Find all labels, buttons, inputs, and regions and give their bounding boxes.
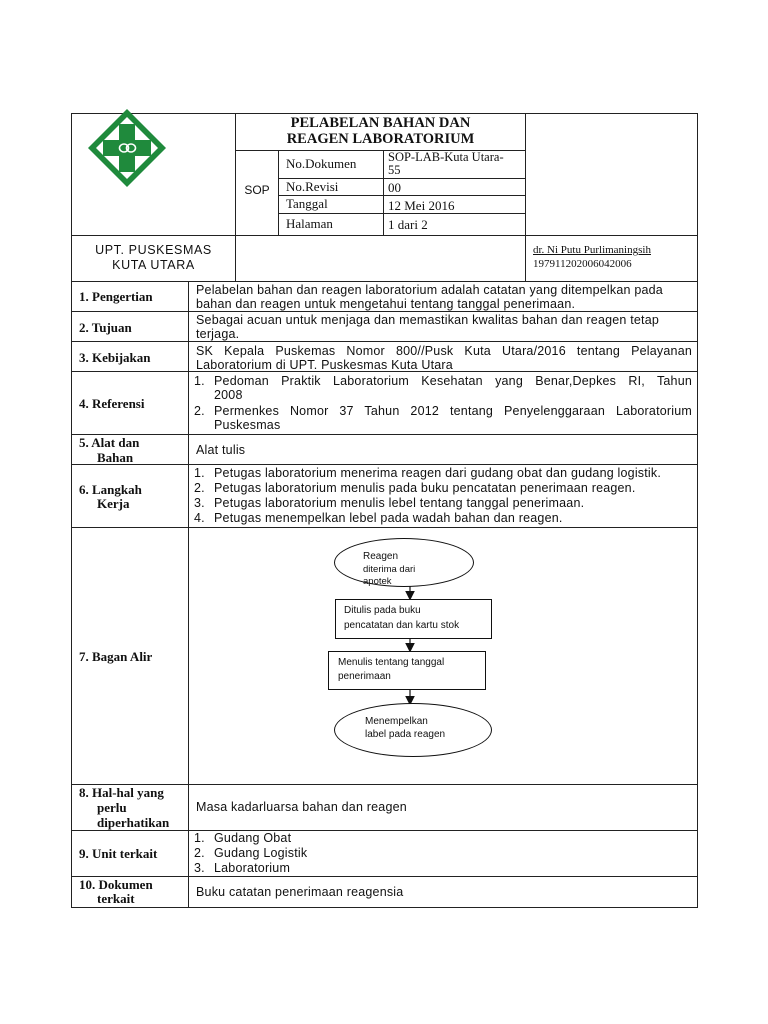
text-tujuan-line2: terjaga. (196, 327, 240, 341)
label-unit: 9. Unit terkait (79, 846, 158, 861)
label-hal-line1: 8. Hal-hal yang (79, 785, 164, 800)
label-pengertian: 1. Pengertian (79, 289, 153, 304)
flow-step-record-book (335, 599, 492, 639)
label-hal-line2: perlu (97, 800, 127, 815)
list-unit (194, 831, 692, 876)
meta-label-halaman: Halaman (286, 216, 333, 231)
text-pengertian (196, 283, 692, 311)
langkah-item-text: Petugas menempelkan lebel pada wadah bahan dan reagen. (214, 511, 563, 525)
referensi-item-line1: Permenkes Nomor 37 Tahun 2012 tentang Penyelenggaraan Laboratorium (214, 404, 692, 418)
referensi-item-line2: Puskesmas (214, 418, 281, 432)
label-dokumen-line2: terkait (97, 891, 135, 906)
label-dokumen-line1: 10. Dokumen (79, 877, 153, 892)
list-referensi (194, 374, 692, 432)
list-number: 2. (194, 481, 205, 495)
label-bagan: 7. Bagan Alir (79, 649, 153, 664)
meta-label-no-revisi: No.Revisi (286, 179, 339, 194)
list-item (194, 466, 692, 481)
flow-step1-line1: Ditulis pada buku (344, 605, 421, 616)
unit-item-text: Gudang Obat (214, 831, 292, 845)
meta-value-halaman: 1 dari 2 (388, 217, 428, 232)
flow-start-line2: diterima dari (363, 564, 416, 575)
text-tujuan-line1: Sebagai acuan untuk menjaga dan memastikan kwalitas bahan dan reagen tetap (196, 313, 660, 327)
text-pengertian-line2: bahan dan reagen untuk mengetahui tentang tanggal penerimaan. (196, 297, 576, 311)
label-alat-line2: Bahan (97, 450, 134, 465)
list-item (194, 496, 692, 511)
flow-start-line1: Reagen (363, 551, 399, 562)
list-number: 2. (194, 846, 205, 860)
flow-step2-line2: penerimaan (338, 671, 391, 682)
meta-value-no-dokumen-2: 55 (388, 163, 401, 177)
meta-label-tanggal: Tanggal (286, 196, 328, 211)
list-number: 1. (194, 374, 205, 388)
list-number: 1. (194, 466, 205, 480)
flow-start-line3: apotek (363, 576, 392, 587)
referensi-item-line2: 2008 (214, 388, 243, 402)
label-tujuan: 2. Tujuan (79, 320, 132, 335)
text-kebijakan (196, 344, 692, 372)
label-referensi: 4. Referensi (79, 396, 145, 411)
list-item (194, 511, 692, 526)
unit-item-text: Gudang Logistik (214, 846, 308, 860)
list-item (194, 481, 692, 496)
label-kebijakan: 3. Kebijakan (79, 350, 151, 365)
meta-value-no-dokumen: SOP-LAB-Kuta Utara- (388, 150, 504, 164)
sop-label: SOP (244, 183, 270, 197)
puskesmas-logo (86, 107, 168, 189)
label-alat-line1: 5. Alat dan (79, 435, 140, 450)
text-kebijakan-line2: Laboratorium di UPT. Puskesmas Kuta Utara (196, 358, 453, 372)
meta-label-no-dokumen: No.Dokumen (286, 156, 357, 171)
langkah-item-text: Petugas laboratorium menulis pada buku pencatatan penerimaan reagen. (214, 481, 636, 495)
list-number: 4. (194, 511, 205, 525)
list-number: 1. (194, 831, 205, 845)
list-item (194, 846, 692, 861)
flow-step1-line2: pencatatan dan kartu stok (344, 620, 460, 631)
text-tujuan (196, 313, 692, 341)
list-langkah (194, 466, 692, 526)
list-item (194, 374, 692, 402)
label-langkah-line2: Kerja (97, 496, 130, 511)
text-alat: Alat tulis (196, 443, 246, 457)
label-hal-line3: diperhatikan (97, 815, 170, 830)
document-title-line2: REAGEN LABORATORIUM (286, 131, 475, 147)
unit-item-text: Laboratorium (214, 861, 291, 875)
langkah-item-text: Petugas laboratorium menerima reagen dari gudang obat dan gudang logistik. (214, 466, 662, 480)
text-kebijakan-line1: SK Kepala Puskemas Nomor 800//Pusk Kuta Utara/2016 tentang Pelayanan (196, 344, 692, 358)
text-dokumen: Buku catatan penerimaan reagensia (196, 885, 404, 899)
referensi-item-line1: Pedoman Praktik Laboratorium Kesehatan yang Benar,Depkes RI, Tahun (214, 374, 692, 388)
flow-step-write-date (328, 651, 486, 690)
signer-nip: 197911202006042006 (533, 258, 632, 270)
list-number: 2. (194, 404, 205, 418)
text-pengertian-line1: Pelabelan bahan dan reagen laboratorium adalah catatan yang ditempelkan pada (196, 283, 663, 297)
text-hal: Masa kadarluarsa bahan dan reagen (196, 800, 407, 814)
label-langkah-line1: 6. Langkah (79, 482, 142, 497)
langkah-item-text: Petugas laboratorium menulis lebel tentang tanggal penerimaan. (214, 496, 585, 510)
flow-end-oval (334, 703, 492, 757)
list-item (194, 404, 692, 432)
org-name-line2: KUTA UTARA (112, 258, 195, 272)
list-item (194, 861, 692, 876)
meta-value-no-revisi: 00 (388, 180, 401, 195)
flow-end-line1: Menempelkan (365, 716, 428, 727)
flow-step2-line1: Menulis tentang tanggal (338, 657, 445, 668)
meta-value-tanggal: 12 Mei 2016 (388, 198, 455, 213)
signer-name: dr. Ni Putu Purlimaningsih (533, 244, 651, 256)
flow-start-oval (334, 538, 474, 587)
flow-end-line2: label pada reagen (365, 729, 446, 740)
list-number: 3. (194, 861, 205, 875)
org-name-line1: UPT. PUSKESMAS (95, 243, 212, 257)
list-item (194, 831, 692, 846)
list-number: 3. (194, 496, 205, 510)
document-title-line1: PELABELAN BAHAN DAN (290, 115, 471, 131)
